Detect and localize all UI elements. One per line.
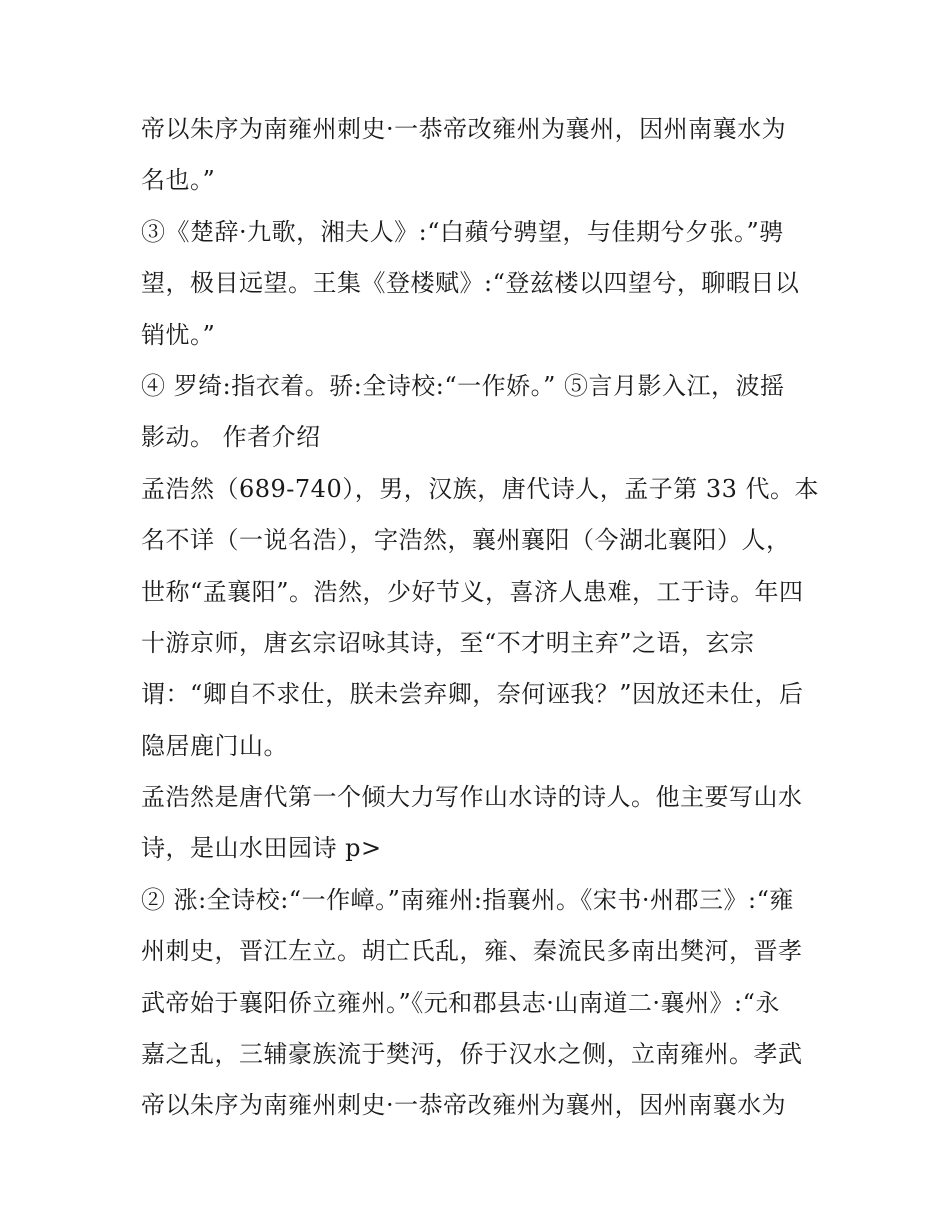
text-line: 孟浩然是唐代第一个倾大力写作山水诗的诗人。他主要写山水 <box>141 783 803 812</box>
text-line: 诗，是山水田园诗 p> <box>141 834 382 863</box>
text-line: 望，极目远望。王集《登楼赋》:“登兹楼以四望兮，聊暇日以 <box>141 269 800 298</box>
text-line: 谓：“卿自不求仕，朕未尝弃卿，奈何诬我？”因放还未仕，后 <box>141 680 804 709</box>
text-line: 武帝始于襄阳侨立雍州。”《元和郡县志·山南道二·襄州》:“永 <box>141 988 780 1017</box>
text-line: 州刺史，晋江左立。胡亡氏乱，雍、秦流民多南出樊河，晋孝 <box>141 937 803 966</box>
text-line: 帝以朱序为南雍州刺史·一恭帝改雍州为襄州，因州南襄水为 <box>141 1091 787 1120</box>
text-line: 帝以朱序为南雍州刺史·一恭帝改雍州为襄州，因州南襄水为 <box>141 115 787 143</box>
text-line: ④ 罗绮:指衣着。骄:全诗校:“一作娇。” ⑤言月影入江，波摇 <box>141 371 785 400</box>
text-line: 十游京师，唐玄宗诏咏其诗，至“不才明主弃”之语，玄宗 <box>141 628 755 657</box>
text-line: ② 涨:全诗校:“一作嶂。”南雍州:指襄州。《宋书·州郡三》:“雍 <box>141 885 794 914</box>
text-line: ③《楚辞·九歌，湘夫人》:“白蘋兮骋望，与佳期兮夕张。”骋 <box>141 217 784 246</box>
text-line: 嘉之乱，三辅豪族流于樊沔，侨于汉水之侧，立南雍州。孝武 <box>141 1040 803 1069</box>
document-body <box>141 104 831 1132</box>
text-line: 名不详（一说名浩），字浩然，襄州襄阳（今湖北襄阳）人， <box>141 526 791 555</box>
text-line: 世称“孟襄阳”。浩然，少好节义，喜济人患难，工于诗。年四 <box>141 577 804 606</box>
text-line: 名也。” <box>141 166 216 195</box>
text-line: 影动。 作者介绍 <box>141 423 321 452</box>
text-line: 孟浩然（689-740），男，汉族，唐代诗人，孟子第 33 代。本 <box>141 474 820 503</box>
text-line: 隐居鹿门山。 <box>141 731 288 760</box>
text-line: 销忧。” <box>141 320 216 349</box>
